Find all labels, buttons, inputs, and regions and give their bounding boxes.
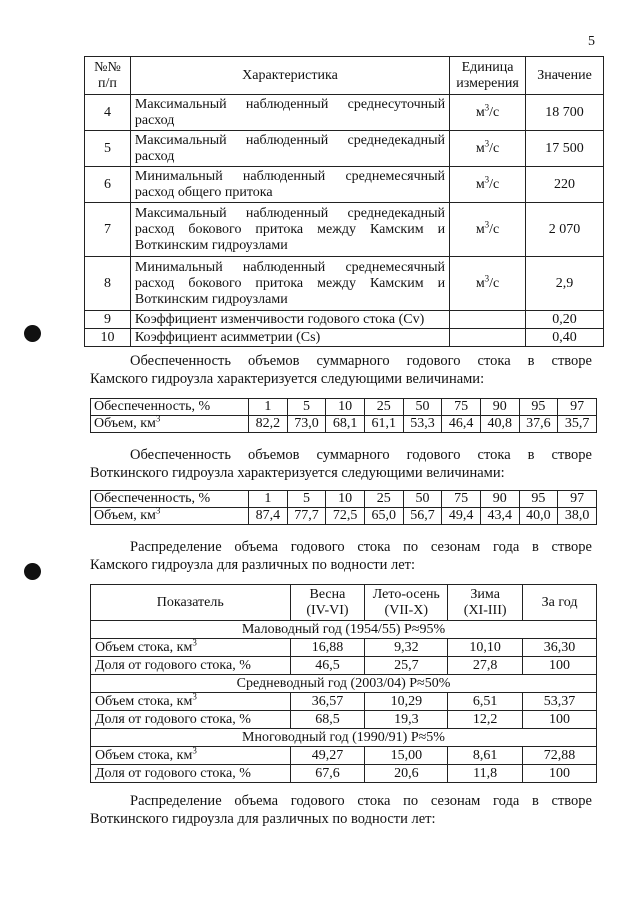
unit-tail: /с — [489, 140, 500, 156]
volume-cell: 65,0 — [364, 508, 403, 525]
label-volume: Объем, $км^3$ — [91, 508, 249, 525]
paragraph-line: Обеспеченность объемов суммарного годового стока в створе — [130, 353, 592, 369]
value-cell: 20,6 — [365, 765, 448, 783]
probability-cell: 90 — [480, 399, 519, 416]
header-winter: Зима (XI-III) — [448, 585, 523, 621]
row-unit — [450, 329, 526, 347]
probability-cell: 75 — [442, 491, 481, 508]
row-number: 9 — [85, 311, 131, 329]
volume-cell: 53,3 — [403, 416, 442, 433]
volume-cell: 49,4 — [442, 508, 481, 525]
row-label — [91, 657, 291, 675]
header-unit: Единица измерения — [450, 57, 526, 95]
probability-cell: 10 — [326, 491, 365, 508]
value-cell: 67,6 — [290, 765, 365, 783]
row-characteristic: Коэффициент изменчивости годового стока (Cv) — [130, 311, 449, 329]
table-row — [85, 311, 604, 329]
volume-cell: 46,4 — [442, 416, 481, 433]
unit-exponent: 3 — [484, 272, 490, 283]
row-characteristic: Максимальный наблюденный среднесуточный расход — [130, 95, 449, 131]
unit-exponent: 3 — [192, 636, 197, 647]
probability-cell: 25 — [364, 399, 403, 416]
value-cell: 6,51 — [448, 693, 523, 711]
probability-cell: 10 — [326, 399, 365, 416]
characteristics-table — [84, 56, 604, 347]
paragraph-line: Воткинского гидроузла характеризуется следующими величинами: — [90, 465, 505, 481]
volume-cell: 43,4 — [480, 508, 519, 525]
unit-tail: /с — [489, 176, 500, 192]
row-unit — [450, 167, 526, 203]
volume-cell: 61,1 — [364, 416, 403, 433]
row-label-text: Объем стока, км — [95, 639, 193, 655]
row-value: 2 070 — [526, 203, 604, 257]
header-characteristic: Характеристика — [130, 57, 449, 95]
row-number: 10 — [85, 329, 131, 347]
header-indicator: Показатель — [91, 585, 291, 621]
row-value: 0,20 — [526, 311, 604, 329]
table-row — [91, 765, 597, 783]
row-label — [91, 636, 291, 657]
probability-cell: 1 — [249, 399, 288, 416]
volume-cell: 38,0 — [558, 508, 597, 525]
row-unit — [450, 257, 526, 311]
value-cell: 27,8 — [448, 657, 523, 675]
row-characteristic: Максимальный наблюденный среднедекадный расход — [130, 131, 449, 167]
table-row — [85, 329, 604, 347]
value-cell: 100 — [523, 657, 597, 675]
value-cell: 10,29 — [365, 693, 448, 711]
paragraph-line: Распределение объема годового стока по сезонам года в створе — [130, 539, 592, 555]
unit-exponent: 3 — [484, 137, 490, 148]
volume-cell: 56,7 — [403, 508, 442, 525]
row-number: 4 — [85, 95, 131, 131]
table-row — [85, 131, 604, 167]
value-cell: 36,57 — [290, 693, 365, 711]
row-characteristic: Минимальный наблюденный среднемесячный расход бокового притока между Камским и Воткинским гидроузлами — [130, 257, 449, 311]
probability-cell: 5 — [287, 491, 326, 508]
value-cell: 12,2 — [448, 711, 523, 729]
table-row — [85, 203, 604, 257]
volume-cell: 87,4 — [249, 508, 288, 525]
volume-cell: 35,7 — [558, 416, 597, 433]
row-characteristic: Минимальный наблюденный среднемесячный расход общего притока — [130, 167, 449, 203]
unit-exponent: 3 — [484, 101, 490, 112]
row-label-text: Объем стока, км — [95, 693, 193, 709]
value-cell: 25,7 — [365, 657, 448, 675]
header-year: За год — [523, 585, 597, 621]
value-cell: 72,88 — [523, 747, 597, 765]
row-unit — [450, 311, 526, 329]
row-label-text: Доля от годового стока, % — [95, 657, 251, 673]
header-value: Значение — [526, 57, 604, 95]
value-cell: 100 — [523, 711, 597, 729]
unit-base: м — [475, 275, 485, 291]
paragraph-line: Камского гидроузла для различных по водности лет: — [90, 557, 415, 573]
value-cell: 9,32 — [365, 639, 448, 657]
paragraph-line: Распределение объема годового стока по сезонам года в створе — [130, 793, 592, 809]
paragraph-votkinsk-probability — [90, 446, 592, 482]
row-number: 6 — [85, 167, 131, 203]
volume-cell: 37,6 — [519, 416, 558, 433]
paragraph-line: Воткинского гидроузла для различных по водности лет: — [90, 811, 436, 827]
row-value: 17 500 — [526, 131, 604, 167]
probability-cell: 5 — [287, 399, 326, 416]
volume-cell: 72,5 — [326, 508, 365, 525]
unit-base: м — [475, 176, 485, 192]
probability-cell: 50 — [403, 491, 442, 508]
value-cell: 19,3 — [365, 711, 448, 729]
unit-exponent: 3 — [484, 218, 490, 229]
volume-cell: 73,0 — [287, 416, 326, 433]
table-row — [85, 167, 604, 203]
section-row — [91, 621, 597, 639]
row-value: 220 — [526, 167, 604, 203]
row-label — [91, 744, 291, 765]
table-row — [85, 257, 604, 311]
unit-exponent: 3 — [484, 173, 490, 184]
paragraph-season-distribution — [90, 538, 592, 574]
table-row — [85, 95, 604, 131]
unit-tail: /с — [489, 104, 500, 120]
unit-base: м — [475, 140, 485, 156]
unit-base: м — [475, 221, 485, 237]
table-row — [91, 639, 597, 657]
volume-cell: 40,8 — [480, 416, 519, 433]
probability-cell: 90 — [480, 491, 519, 508]
value-cell: 53,37 — [523, 693, 597, 711]
row-characteristic: Коэффициент асимметрии (Cs) — [130, 329, 449, 347]
table-row — [91, 747, 597, 765]
row-number: 5 — [85, 131, 131, 167]
row-unit — [450, 203, 526, 257]
value-cell: 11,8 — [448, 765, 523, 783]
probability-cell: 1 — [249, 491, 288, 508]
unit-exponent: 3 — [192, 744, 197, 755]
section-row — [91, 675, 597, 693]
section-row — [91, 729, 597, 747]
probability-cell: 97 — [558, 399, 597, 416]
row-label-text: Объем стока, км — [95, 747, 193, 763]
section-title: Маловодный год (1954/55) P≈95% — [91, 621, 597, 639]
table-row — [91, 657, 597, 675]
row-value: 2,9 — [526, 257, 604, 311]
row-value: 18 700 — [526, 95, 604, 131]
value-cell: 8,61 — [448, 747, 523, 765]
probability-cell: 25 — [364, 491, 403, 508]
row-unit — [450, 95, 526, 131]
label-probability: Обеспеченность, % — [91, 399, 249, 416]
value-cell: 68,5 — [290, 711, 365, 729]
row-label — [91, 765, 291, 783]
row-label — [91, 690, 291, 711]
season-distribution-table — [90, 584, 597, 783]
row-characteristic: Максимальный наблюденный среднедекадный расход бокового притока между Камским и Воткинским гидроузлами — [130, 203, 449, 257]
value-cell: 100 — [523, 765, 597, 783]
paragraph-votkinsk-seasons — [90, 792, 592, 828]
page-number: 5 — [588, 34, 595, 49]
paragraph-line: Обеспеченность объемов суммарного годового стока в створе — [130, 447, 592, 463]
unit-tail: /с — [489, 275, 500, 291]
unit-exponent: 3 — [192, 690, 197, 701]
table-row — [91, 711, 597, 729]
value-cell: 49,27 — [290, 747, 365, 765]
volume-cell: 40,0 — [519, 508, 558, 525]
row-label-text: Доля от годового стока, % — [95, 711, 251, 727]
value-cell: 15,00 — [365, 747, 448, 765]
unit-tail: /с — [489, 221, 500, 237]
value-cell: 10,10 — [448, 639, 523, 657]
paragraph-kama-probability — [90, 352, 592, 388]
punch-hole — [24, 325, 41, 342]
value-cell: 16,88 — [290, 639, 365, 657]
probability-cell: 95 — [519, 399, 558, 416]
volume-cell: 82,2 — [249, 416, 288, 433]
volume-cell: 77,7 — [287, 508, 326, 525]
row-number: 8 — [85, 257, 131, 311]
probability-cell: 50 — [403, 399, 442, 416]
table-row — [91, 693, 597, 711]
header-spring: Весна (IV-VI) — [290, 585, 365, 621]
paragraph-line: Камского гидроузла характеризуется следующими величинами: — [90, 371, 485, 387]
kama-probability-table — [90, 398, 597, 433]
votkinsk-probability-table — [90, 490, 597, 525]
punch-hole — [24, 563, 41, 580]
row-label — [91, 711, 291, 729]
probability-cell: 95 — [519, 491, 558, 508]
row-value: 0,40 — [526, 329, 604, 347]
header-number: №№ п/п — [85, 57, 131, 95]
row-label-text: Доля от годового стока, % — [95, 765, 251, 781]
unit-base: м — [475, 104, 485, 120]
row-number: 7 — [85, 203, 131, 257]
row-unit — [450, 131, 526, 167]
probability-cell: 97 — [558, 491, 597, 508]
label-volume: Объем, $км^3$ — [91, 416, 249, 433]
section-title: Средневодный год (2003/04) P≈50% — [91, 675, 597, 693]
value-cell: 36,30 — [523, 639, 597, 657]
section-title: Многоводный год (1990/91) P≈5% — [91, 729, 597, 747]
label-probability: Обеспеченность, % — [91, 491, 249, 508]
header-summer-autumn: Лето-осень (VII-X) — [365, 585, 448, 621]
volume-cell: 68,1 — [326, 416, 365, 433]
probability-cell: 75 — [442, 399, 481, 416]
value-cell: 46,5 — [290, 657, 365, 675]
